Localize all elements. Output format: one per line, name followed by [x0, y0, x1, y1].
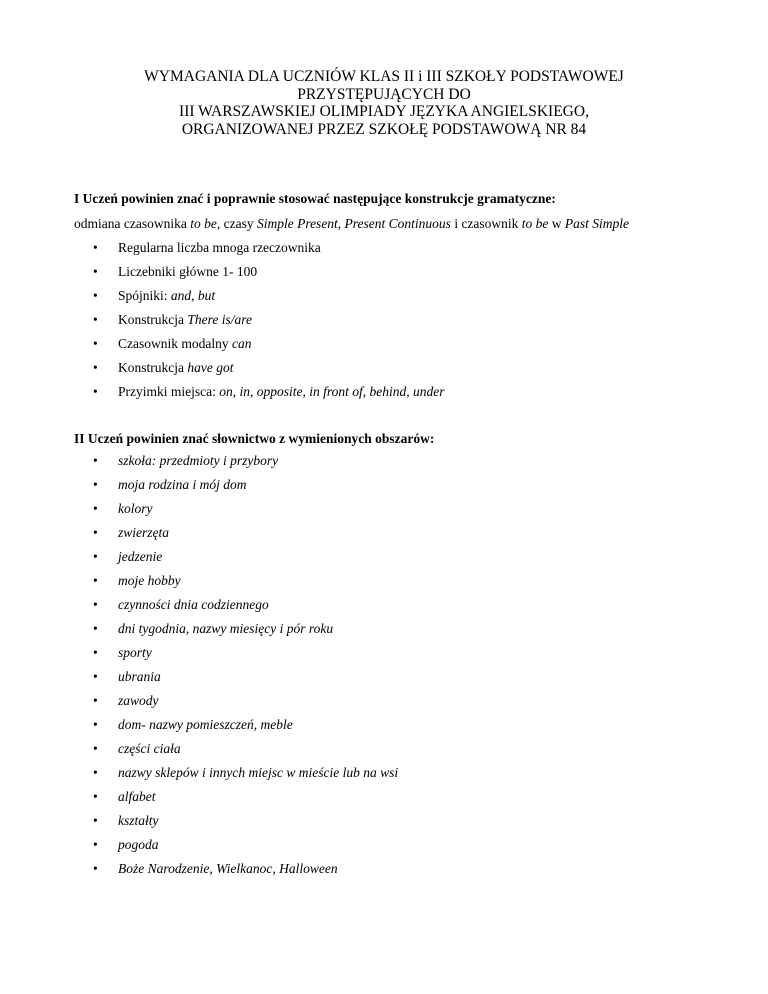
- bullet-icon: •: [93, 765, 98, 780]
- vocabulary-item-text: zwierzęta: [118, 525, 170, 540]
- bullet-icon: •: [93, 789, 98, 804]
- grammar-item-text: [118, 384, 444, 400]
- vocabulary-item-text: dni tygodnia, nazwy miesięcy i pór roku: [118, 621, 334, 636]
- grammar-item-text: [118, 264, 257, 280]
- intro-text-2: , czasy: [216, 216, 257, 231]
- bullet-icon: •: [93, 645, 98, 660]
- bullet-icon: •: [93, 597, 98, 612]
- bullet-icon: •: [93, 837, 98, 852]
- vocabulary-item-text: szkoła: przedmioty i przybory: [118, 453, 279, 468]
- bullet-icon: •: [93, 360, 98, 375]
- grammar-item-text: [118, 240, 321, 256]
- grammar-item-plain: Przyimki miejsca:: [118, 384, 220, 399]
- grammar-item-plain: Spójniki:: [118, 288, 171, 303]
- bullet-icon: •: [93, 717, 98, 732]
- title-line-1: WYMAGANIA DLA UCZNIÓW KLAS II i III SZKOŁY PODSTAWOWEJ: [144, 68, 624, 85]
- grammar-item-italic: can: [232, 336, 252, 351]
- section-1-intro: [74, 216, 629, 232]
- intro-text-3: i czasownik: [450, 216, 522, 231]
- grammar-item-plain: Czasownik modalny: [118, 336, 232, 351]
- bullet-icon: •: [93, 501, 98, 516]
- vocabulary-item-text: jedzenie: [118, 549, 163, 564]
- grammar-item-plain: Liczebniki główne 1- 100: [118, 264, 258, 279]
- vocabulary-item-text: kolory: [118, 501, 153, 516]
- bullet-icon: •: [93, 453, 98, 468]
- vocabulary-item-text: moja rodzina i mój dom: [118, 477, 247, 492]
- bullet-icon: •: [93, 813, 98, 828]
- grammar-item-plain: Konstrukcja: [118, 360, 188, 375]
- vocabulary-item-text: zawody: [118, 693, 159, 708]
- grammar-item-italic: have got: [187, 360, 234, 375]
- vocabulary-item-text: ubrania: [118, 669, 161, 684]
- grammar-item-text: [118, 360, 233, 376]
- bullet-icon: •: [93, 621, 98, 636]
- document-title: [0, 68, 768, 138]
- title-line-2: PRZYSTĘPUJĄCYCH DO: [297, 85, 471, 103]
- bullet-icon: •: [93, 741, 98, 756]
- bullet-icon: •: [93, 312, 98, 327]
- vocabulary-item-text: nazwy sklepów i innych miejsc w mieście lub na wsi: [118, 765, 399, 780]
- section-1-heading: I Uczeń powinien znać i poprawnie stosować następujące konstrukcje gramatyczne:: [74, 191, 556, 206]
- intro-text-1: odmiana czasownika: [74, 216, 191, 231]
- grammar-item-plain: Konstrukcja: [118, 312, 188, 327]
- intro-italic-3: to be: [521, 216, 549, 231]
- intro-italic-2: Simple Present, Present Continuous: [256, 216, 451, 231]
- vocabulary-item-text: moje hobby: [118, 573, 181, 588]
- grammar-item-text: [118, 312, 252, 328]
- title-line-3: III WARSZAWSKIEJ OLIMPIADY JĘZYKA ANGIELSKIEGO,: [179, 103, 589, 120]
- grammar-item-text: [118, 336, 252, 352]
- vocabulary-item-text: sporty: [118, 645, 152, 660]
- bullet-icon: •: [93, 288, 98, 303]
- bullet-icon: •: [93, 264, 98, 279]
- grammar-item-plain: Regularna liczba mnoga rzeczownika: [118, 240, 321, 255]
- grammar-item-italic: There is/are: [187, 312, 252, 327]
- intro-italic-4: Past Simple: [564, 216, 630, 231]
- bullet-icon: •: [93, 384, 98, 399]
- vocabulary-item-text: czynności dnia codziennego: [118, 597, 269, 612]
- vocabulary-item-text: pogoda: [118, 837, 159, 852]
- vocabulary-item-text: części ciała: [118, 741, 181, 756]
- bullet-icon: •: [93, 549, 98, 564]
- intro-italic-1: to be: [190, 216, 217, 231]
- intro-text-4: w: [548, 216, 565, 231]
- grammar-item-italic: on, in, opposite, in front of, behind, under: [219, 384, 445, 399]
- vocabulary-item-text: dom- nazwy pomieszczeń, meble: [118, 717, 293, 732]
- title-line-4: ORGANIZOWANEJ PRZEZ SZKOŁĘ PODSTAWOWĄ NR 84: [181, 120, 587, 138]
- vocabulary-item-text: alfabet: [118, 789, 156, 804]
- bullet-icon: •: [93, 477, 98, 492]
- vocabulary-item-text: kształty: [118, 813, 159, 828]
- vocabulary-item-text: Boże Narodzenie, Wielkanoc, Halloween: [118, 861, 338, 876]
- grammar-item-text: [118, 288, 215, 304]
- grammar-item-italic: and, but: [170, 288, 216, 303]
- bullet-icon: •: [93, 240, 98, 255]
- bullet-icon: •: [93, 693, 98, 708]
- bullet-icon: •: [93, 336, 98, 351]
- bullet-icon: •: [93, 669, 98, 684]
- bullet-icon: •: [93, 573, 98, 588]
- section-2-heading: II Uczeń powinien znać słownictwo z wymienionych obszarów:: [74, 431, 435, 446]
- bullet-icon: •: [93, 861, 98, 876]
- bullet-icon: •: [93, 525, 98, 540]
